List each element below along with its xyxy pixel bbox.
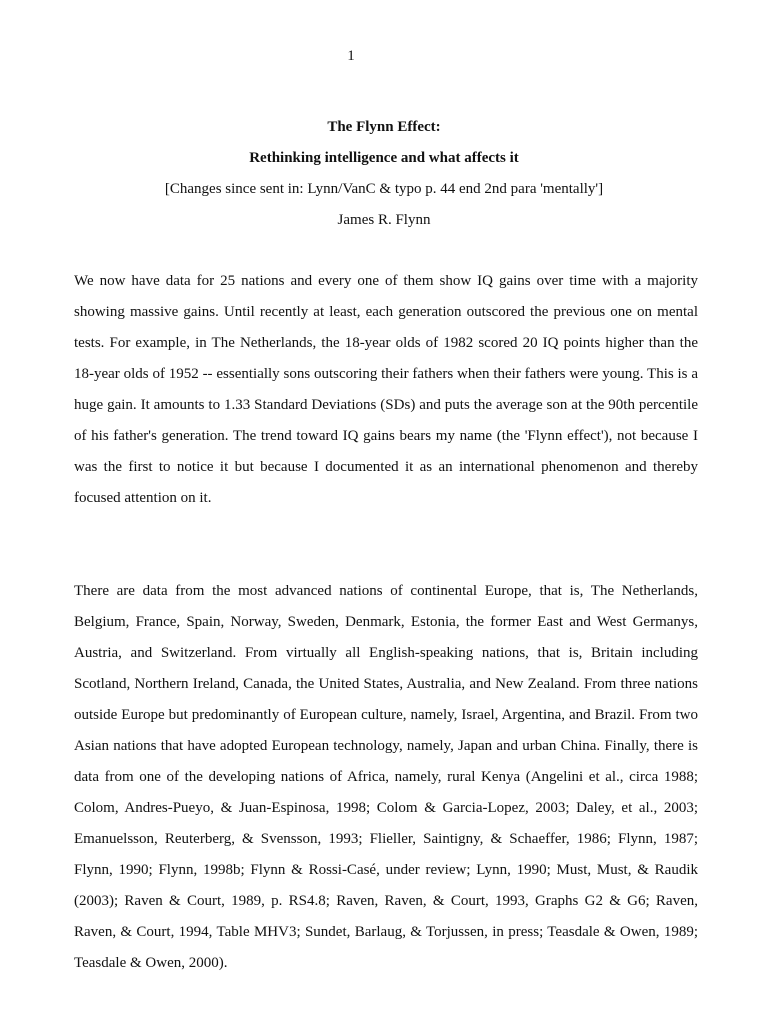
- body-paragraph-2: There are data from the most advanced nations of continental Europe, that is, The Netherlands, Belgium, France, Spain, Norway, Sweden, Denmark, Estonia, the former East and West Germanys, Austria, and Switzerland. From virtually all English-speaking nations, that is, Britain including Scotland, Northern Ireland, Canada, the United States, Australia, and New Zealand. From three nations outside Europe but predominantly of European culture, namely, Israel, Argentina, and Brazil. From two Asian nations that have adopted European technology, namely, Japan and urban China. Finally, there is data from one of the developing nations of Africa, namely, rural Kenya (Angelini et al., circa 1988; Colom, Andres-Pueyo, & Juan-Espinosa, 1998; Colom & Garcia-Lopez, 2003; Daley, et al., 2003; Emanuelsson, Reuterberg, & Svensson, 1993; Flieller, Saintigny, & Schaeffer, 1986; Flynn, 1987; Flynn, 1990; Flynn, 1998b; Flynn & Rossi-Casé, under review; Lynn, 1990; Must, Must, & Raudik (2003); Raven & Court, 1989, p. RS4.8; Raven, Raven, & Court, 1993, Graphs G2 & G6; Raven, Raven, & Court, 1994, Table MHV3; Sundet, Barlaug, & Torjussen, in press; Teasdale & Owen, 1989; Teasdale & Owen, 2000).: [74, 583, 698, 971]
- document-header: [74, 115, 694, 239]
- document-title: The Flynn Effect:: [327, 119, 441, 135]
- document-subtitle: Rethinking intelligence and what affects it: [249, 150, 519, 166]
- revision-note: [Changes since sent in: Lynn/VanC & typo p. 44 end 2nd para 'mentally']: [164, 181, 604, 197]
- author-name: James R. Flynn: [337, 212, 431, 228]
- body-paragraph-1: We now have data for 25 nations and every one of them show IQ gains over time with a majority showing massive gains. Until recently at least, each generation outscored the previous one on mental tests. For example, in The Netherlands, the 18-year olds of 1982 scored 20 IQ points higher than the 18-year olds of 1952 -- essentially sons outscoring their fathers when their fathers were young. This is a huge gain. It amounts to 1.33 Standard Deviations (SDs) and puts the average son at the 90th percentile of his father's generation. The trend toward IQ gains bears my name (the 'Flynn effect'), not because I was the first to notice it but because I documented it as an international phenomenon and thereby focused attention on it.: [74, 273, 698, 506]
- page-number: 1: [347, 48, 355, 64]
